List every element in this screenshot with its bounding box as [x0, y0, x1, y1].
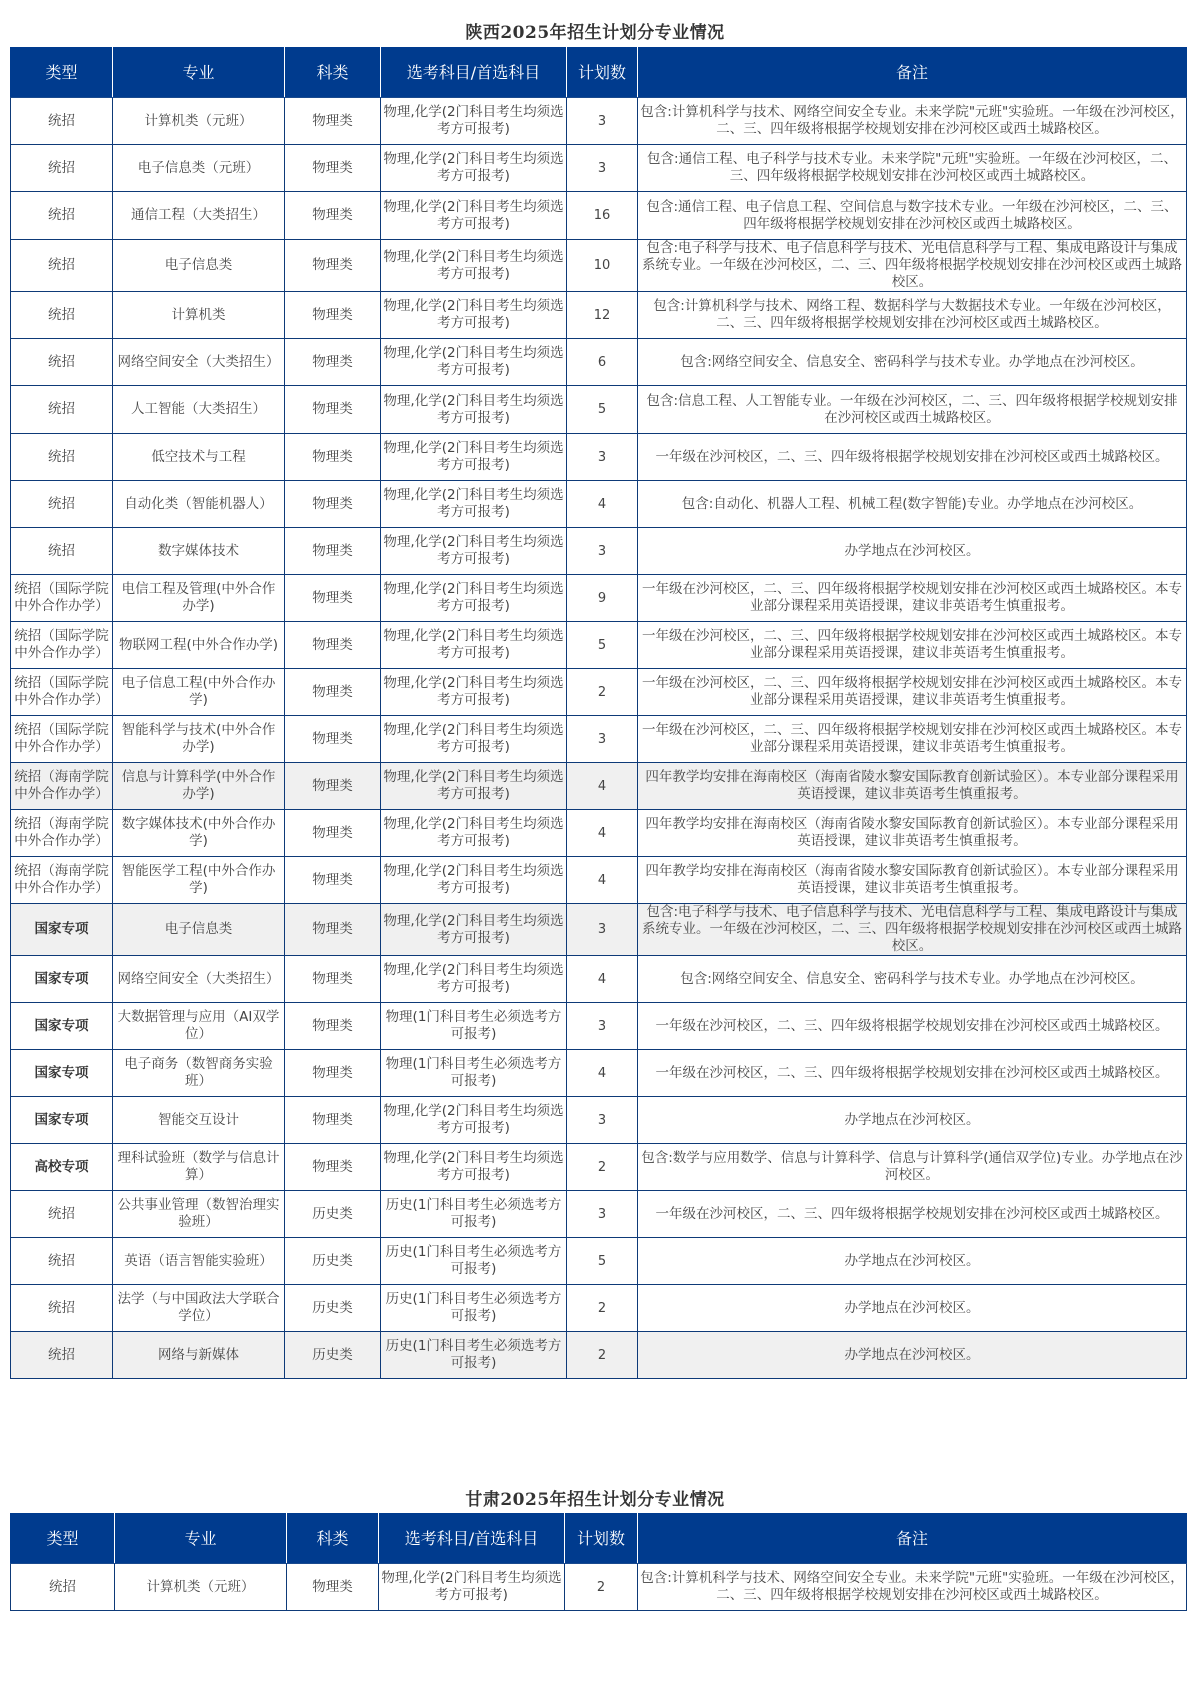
header-type: 类型: [11, 1514, 115, 1564]
type-cell: 国家专项: [11, 1097, 113, 1144]
category-cell: 物理类: [285, 1003, 381, 1050]
major-cell: 理科试验班（数学与信息计算）: [113, 1144, 285, 1191]
major-cell: 大数据管理与应用（AI双学位）: [113, 1003, 285, 1050]
subjects-cell: 物理,化学(2门科目考生均须选考方可报考): [379, 1564, 565, 1611]
major-cell: 网络空间安全（大类招生）: [113, 956, 285, 1003]
category-cell: 物理类: [285, 1144, 381, 1191]
table-header-row: [11, 1514, 1187, 1564]
count-cell: 3: [567, 716, 638, 763]
type-cell: 统招: [11, 386, 113, 434]
count-cell: 2: [567, 1285, 638, 1332]
count-cell: 4: [567, 857, 638, 904]
count-cell: 3: [567, 145, 638, 192]
table-row: [11, 240, 1187, 292]
category-cell: 物理类: [285, 622, 381, 669]
header-subjects: 选考科目/首选科目: [379, 1514, 565, 1564]
category-cell: 历史类: [285, 1238, 381, 1285]
table-row: [11, 1191, 1187, 1238]
type-cell: 统招: [11, 192, 113, 240]
count-cell: 3: [567, 904, 638, 956]
header-major: 专业: [113, 48, 285, 98]
major-cell: 信息与计算科学(中外合作办学): [113, 763, 285, 810]
header-type: 类型: [11, 48, 113, 98]
subjects-cell: 物理,化学(2门科目考生均须选考方可报考): [381, 434, 567, 481]
count-cell: 9: [567, 575, 638, 622]
note-cell: 办学地点在沙河校区。: [638, 1097, 1187, 1144]
major-cell: 电子商务（数智商务实验班）: [113, 1050, 285, 1097]
type-cell: 统招: [11, 339, 113, 386]
category-cell: 历史类: [285, 1285, 381, 1332]
type-cell: 统招（国际学院中外合作办学）: [11, 716, 113, 763]
count-cell: 4: [567, 481, 638, 528]
header-category: 科类: [285, 48, 381, 98]
subjects-cell: 物理,化学(2门科目考生均须选考方可报考): [381, 292, 567, 339]
count-cell: 10: [567, 240, 638, 292]
type-cell: 统招: [11, 434, 113, 481]
category-cell: 物理类: [285, 716, 381, 763]
category-cell: 物理类: [285, 669, 381, 716]
note-cell: 一年级在沙河校区，二、三、四年级将根据学校规划安排在沙河校区或西土城路校区。: [638, 1050, 1187, 1097]
subjects-cell: 物理,化学(2门科目考生均须选考方可报考): [381, 240, 567, 292]
count-cell: 3: [567, 528, 638, 575]
type-cell: 国家专项: [11, 956, 113, 1003]
category-cell: 物理类: [285, 481, 381, 528]
count-cell: 4: [567, 810, 638, 857]
category-cell: 物理类: [285, 956, 381, 1003]
note-cell: 包含:自动化、机器人工程、机械工程(数字智能)专业。办学地点在沙河校区。: [638, 481, 1187, 528]
type-cell: 统招: [11, 1285, 113, 1332]
table-row: [11, 339, 1187, 386]
table-row: [11, 1238, 1187, 1285]
table-row: [11, 810, 1187, 857]
table-row: [11, 1332, 1187, 1379]
major-cell: 智能医学工程(中外合作办学): [113, 857, 285, 904]
type-cell: 国家专项: [11, 904, 113, 956]
category-cell: 物理类: [285, 1097, 381, 1144]
header-count: 计划数: [567, 48, 638, 98]
table-row: [11, 481, 1187, 528]
count-cell: 3: [567, 434, 638, 481]
subjects-cell: 物理,化学(2门科目考生均须选考方可报考): [381, 528, 567, 575]
gansu-table-body: [11, 1564, 1187, 1611]
note-cell: 一年级在沙河校区，二、三、四年级将根据学校规划安排在沙河校区或西土城路校区。: [638, 1003, 1187, 1050]
major-cell: 自动化类（智能机器人）: [113, 481, 285, 528]
category-cell: 物理类: [285, 1050, 381, 1097]
table-row: [11, 1097, 1187, 1144]
header-note: 备注: [638, 1514, 1187, 1564]
count-cell: 16: [567, 192, 638, 240]
count-cell: 12: [567, 292, 638, 339]
type-cell: 统招（国际学院中外合作办学）: [11, 575, 113, 622]
major-cell: 公共事业管理（数智治理实验班）: [113, 1191, 285, 1238]
type-cell: 统招: [11, 292, 113, 339]
note-cell: 包含:计算机科学与技术、网络空间安全专业。未来学院"元班"实验班。一年级在沙河校区，二、三、四年级将根据学校规划安排在沙河校区或西土城路校区。: [638, 1564, 1187, 1611]
major-cell: 电子信息工程(中外合作办学): [113, 669, 285, 716]
type-cell: 统招: [11, 481, 113, 528]
category-cell: 物理类: [285, 339, 381, 386]
subjects-cell: 物理,化学(2门科目考生均须选考方可报考): [381, 857, 567, 904]
category-cell: 物理类: [285, 192, 381, 240]
major-cell: 低空技术与工程: [113, 434, 285, 481]
subjects-cell: 物理,化学(2门科目考生均须选考方可报考): [381, 716, 567, 763]
table-row: [11, 145, 1187, 192]
count-cell: 6: [567, 339, 638, 386]
count-cell: 2: [567, 669, 638, 716]
type-cell: 统招（海南学院中外合作办学）: [11, 810, 113, 857]
category-cell: 物理类: [285, 145, 381, 192]
count-cell: 5: [567, 1238, 638, 1285]
table-row: [11, 716, 1187, 763]
type-cell: 统招（国际学院中外合作办学）: [11, 669, 113, 716]
subjects-cell: 物理,化学(2门科目考生均须选考方可报考): [381, 575, 567, 622]
category-cell: 物理类: [285, 240, 381, 292]
subjects-cell: 物理,化学(2门科目考生均须选考方可报考): [381, 386, 567, 434]
header-major: 专业: [115, 1514, 287, 1564]
subjects-cell: 物理(1门科目考生必须选考方可报考): [381, 1050, 567, 1097]
table-row: [11, 1564, 1187, 1611]
type-cell: 国家专项: [11, 1003, 113, 1050]
category-cell: 物理类: [285, 904, 381, 956]
category-cell: 物理类: [285, 386, 381, 434]
table-row: [11, 1050, 1187, 1097]
header-subjects: 选考科目/首选科目: [381, 48, 567, 98]
subjects-cell: 物理,化学(2门科目考生均须选考方可报考): [381, 763, 567, 810]
gansu-table-title: 甘肃2025年招生计划分专业情况: [465, 1490, 725, 1510]
category-cell: 物理类: [285, 98, 381, 145]
subjects-cell: 物理,化学(2门科目考生均须选考方可报考): [381, 481, 567, 528]
major-cell: 网络与新媒体: [113, 1332, 285, 1379]
table-row: [11, 98, 1187, 145]
note-cell: 包含:电子科学与技术、电子信息科学与技术、光电信息科学与工程、集成电路设计与集成系统专业。一年级在沙河校区，二、三、四年级将根据学校规划安排在沙河校区或西土城路校区。: [638, 904, 1187, 956]
type-cell: 国家专项: [11, 1050, 113, 1097]
type-cell: 统招: [11, 1332, 113, 1379]
count-cell: 3: [567, 1191, 638, 1238]
note-cell: 包含:数学与应用数学、信息与计算科学、信息与计算科学(通信双学位)专业。办学地点在沙河校区。: [638, 1144, 1187, 1191]
table-row: [11, 434, 1187, 481]
note-cell: 四年教学均安排在海南校区（海南省陵水黎安国际教育创新试验区）。本专业部分课程采用英语授课，建议非英语考生慎重报考。: [638, 810, 1187, 857]
table-header-row: [11, 48, 1187, 98]
table-row: [11, 386, 1187, 434]
type-cell: 统招: [11, 1564, 115, 1611]
major-cell: 英语（语言智能实验班）: [113, 1238, 285, 1285]
major-cell: 法学（与中国政法大学联合学位）: [113, 1285, 285, 1332]
note-cell: 包含:通信工程、电子科学与技术专业。未来学院"元班"实验班。一年级在沙河校区，二、三、四年级将根据学校规划安排在沙河校区或西土城路校区。: [638, 145, 1187, 192]
note-cell: 一年级在沙河校区，二、三、四年级将根据学校规划安排在沙河校区或西土城路校区。本专业部分课程采用英语授课，建议非英语考生慎重报考。: [638, 669, 1187, 716]
major-cell: 物联网工程(中外合作办学): [113, 622, 285, 669]
table-row: [11, 292, 1187, 339]
category-cell: 物理类: [285, 810, 381, 857]
note-cell: 包含:网络空间安全、信息安全、密码科学与技术专业。办学地点在沙河校区。: [638, 956, 1187, 1003]
note-cell: 包含:计算机科学与技术、网络空间安全专业。未来学院"元班"实验班。一年级在沙河校区，二、三、四年级将根据学校规划安排在沙河校区或西土城路校区。: [638, 98, 1187, 145]
count-cell: 5: [567, 386, 638, 434]
table-row: [11, 669, 1187, 716]
shaanxi-table-title: 陕西2025年招生计划分专业情况: [465, 23, 725, 43]
note-cell: 一年级在沙河校区，二、三、四年级将根据学校规划安排在沙河校区或西土城路校区。本专业部分课程采用英语授课，建议非英语考生慎重报考。: [638, 575, 1187, 622]
major-cell: 电子信息类（元班）: [113, 145, 285, 192]
type-cell: 统招（海南学院中外合作办学）: [11, 857, 113, 904]
table-row: [11, 857, 1187, 904]
count-cell: 2: [567, 1332, 638, 1379]
type-cell: 统招: [11, 98, 113, 145]
category-cell: 物理类: [285, 434, 381, 481]
subjects-cell: 物理,化学(2门科目考生均须选考方可报考): [381, 339, 567, 386]
category-cell: 物理类: [287, 1564, 379, 1611]
subjects-cell: 物理,化学(2门科目考生均须选考方可报考): [381, 98, 567, 145]
category-cell: 历史类: [285, 1332, 381, 1379]
note-cell: 四年教学均安排在海南校区（海南省陵水黎安国际教育创新试验区）。本专业部分课程采用英语授课，建议非英语考生慎重报考。: [638, 857, 1187, 904]
subjects-cell: 物理,化学(2门科目考生均须选考方可报考): [381, 192, 567, 240]
header-category: 科类: [287, 1514, 379, 1564]
note-cell: 办学地点在沙河校区。: [638, 528, 1187, 575]
shaanxi-table-body: [11, 98, 1187, 1379]
subjects-cell: 历史(1门科目考生必须选考方可报考): [381, 1191, 567, 1238]
category-cell: 物理类: [285, 763, 381, 810]
subjects-cell: 物理(1门科目考生必须选考方可报考): [381, 1003, 567, 1050]
table-row: [11, 192, 1187, 240]
subjects-cell: 历史(1门科目考生必须选考方可报考): [381, 1285, 567, 1332]
category-cell: 历史类: [285, 1191, 381, 1238]
major-cell: 电信工程及管理(中外合作办学): [113, 575, 285, 622]
count-cell: 2: [567, 1144, 638, 1191]
note-cell: 一年级在沙河校区，二、三、四年级将根据学校规划安排在沙河校区或西土城路校区。本专业部分课程采用英语授课，建议非英语考生慎重报考。: [638, 622, 1187, 669]
subjects-cell: 历史(1门科目考生必须选考方可报考): [381, 1332, 567, 1379]
count-cell: 3: [567, 98, 638, 145]
major-cell: 计算机类: [113, 292, 285, 339]
note-cell: 办学地点在沙河校区。: [638, 1332, 1187, 1379]
count-cell: 4: [567, 763, 638, 810]
major-cell: 智能交互设计: [113, 1097, 285, 1144]
subjects-cell: 物理,化学(2门科目考生均须选考方可报考): [381, 810, 567, 857]
major-cell: 电子信息类: [113, 904, 285, 956]
note-cell: 包含:信息工程、人工智能专业。一年级在沙河校区，二、三、四年级将根据学校规划安排在沙河校区或西土城路校区。: [638, 386, 1187, 434]
table-row: [11, 622, 1187, 669]
type-cell: 统招（海南学院中外合作办学）: [11, 763, 113, 810]
subjects-cell: 物理,化学(2门科目考生均须选考方可报考): [381, 145, 567, 192]
type-cell: 高校专项: [11, 1144, 113, 1191]
category-cell: 物理类: [285, 857, 381, 904]
table-row: [11, 528, 1187, 575]
type-cell: 统招: [11, 145, 113, 192]
major-cell: 智能科学与技术(中外合作办学): [113, 716, 285, 763]
major-cell: 通信工程（大类招生）: [113, 192, 285, 240]
count-cell: 3: [567, 1003, 638, 1050]
table-row: [11, 575, 1187, 622]
note-cell: 包含:网络空间安全、信息安全、密码科学与技术专业。办学地点在沙河校区。: [638, 339, 1187, 386]
major-cell: 计算机类（元班）: [115, 1564, 287, 1611]
subjects-cell: 历史(1门科目考生必须选考方可报考): [381, 1238, 567, 1285]
note-cell: 包含:通信工程、电子信息工程、空间信息与数字技术专业。一年级在沙河校区，二、三、四年级将根据学校规划安排在沙河校区或西土城路校区。: [638, 192, 1187, 240]
major-cell: 人工智能（大类招生）: [113, 386, 285, 434]
note-cell: 包含:电子科学与技术、电子信息科学与技术、光电信息科学与工程、集成电路设计与集成系统专业。一年级在沙河校区，二、三、四年级将根据学校规划安排在沙河校区或西土城路校区。: [638, 240, 1187, 292]
note-cell: 一年级在沙河校区，二、三、四年级将根据学校规划安排在沙河校区或西土城路校区。: [638, 434, 1187, 481]
category-cell: 物理类: [285, 528, 381, 575]
subjects-cell: 物理,化学(2门科目考生均须选考方可报考): [381, 904, 567, 956]
gansu-plan-table: [10, 1513, 1187, 1611]
subjects-cell: 物理,化学(2门科目考生均须选考方可报考): [381, 669, 567, 716]
note-cell: 包含:计算机科学与技术、网络工程、数据科学与大数据技术专业。一年级在沙河校区，二、三、四年级将根据学校规划安排在沙河校区或西土城路校区。: [638, 292, 1187, 339]
subjects-cell: 物理,化学(2门科目考生均须选考方可报考): [381, 622, 567, 669]
header-note: 备注: [638, 48, 1187, 98]
count-cell: 4: [567, 1050, 638, 1097]
count-cell: 4: [567, 956, 638, 1003]
table-row: [11, 956, 1187, 1003]
subjects-cell: 物理,化学(2门科目考生均须选考方可报考): [381, 1144, 567, 1191]
type-cell: 统招（国际学院中外合作办学）: [11, 622, 113, 669]
type-cell: 统招: [11, 240, 113, 292]
table-row: [11, 1144, 1187, 1191]
subjects-cell: 物理,化学(2门科目考生均须选考方可报考): [381, 956, 567, 1003]
major-cell: 网络空间安全（大类招生）: [113, 339, 285, 386]
major-cell: 数字媒体技术: [113, 528, 285, 575]
count-cell: 5: [567, 622, 638, 669]
note-cell: 一年级在沙河校区，二、三、四年级将根据学校规划安排在沙河校区或西土城路校区。: [638, 1191, 1187, 1238]
type-cell: 统招: [11, 1238, 113, 1285]
subjects-cell: 物理,化学(2门科目考生均须选考方可报考): [381, 1097, 567, 1144]
type-cell: 统招: [11, 528, 113, 575]
table-row: [11, 763, 1187, 810]
header-count: 计划数: [565, 1514, 638, 1564]
table-row: [11, 904, 1187, 956]
table-row: [11, 1285, 1187, 1332]
note-cell: 一年级在沙河校区，二、三、四年级将根据学校规划安排在沙河校区或西土城路校区。本专业部分课程采用英语授课，建议非英语考生慎重报考。: [638, 716, 1187, 763]
type-cell: 统招: [11, 1191, 113, 1238]
major-cell: 数字媒体技术(中外合作办学): [113, 810, 285, 857]
major-cell: 计算机类（元班）: [113, 98, 285, 145]
note-cell: 办学地点在沙河校区。: [638, 1285, 1187, 1332]
note-cell: 办学地点在沙河校区。: [638, 1238, 1187, 1285]
category-cell: 物理类: [285, 575, 381, 622]
table-row: [11, 1003, 1187, 1050]
major-cell: 电子信息类: [113, 240, 285, 292]
shaanxi-plan-table: [10, 47, 1187, 1379]
count-cell: 2: [565, 1564, 638, 1611]
count-cell: 3: [567, 1097, 638, 1144]
note-cell: 四年教学均安排在海南校区（海南省陵水黎安国际教育创新试验区）。本专业部分课程采用英语授课，建议非英语考生慎重报考。: [638, 763, 1187, 810]
category-cell: 物理类: [285, 292, 381, 339]
